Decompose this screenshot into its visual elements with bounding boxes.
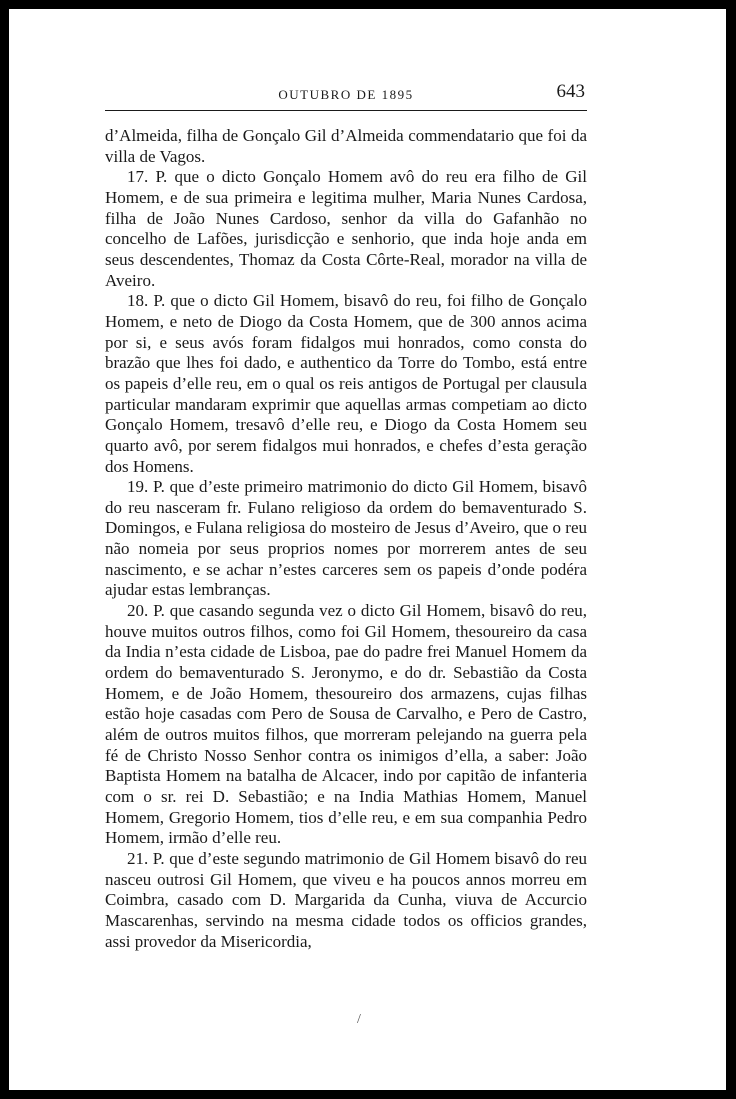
paragraph-20: 20. P. que casando segunda vez o dicto Gil Homem, bisavô do reu, houve muitos outros filhos, como foi Gil Homem, thesoureiro da casa da India n’esta cidade de Lisboa, pae do padre frei Manuel Homem da ordem do bemaventurado S. Jeronymo, e do dr. Sebastião da Costa Homem, e de João Homem, thesoureiro dos armazens, cujas filhas estão hoje casadas com Pero de Sousa de Carvalho, e Pero de Castro, além de outros muitos filhos, que morreram pelejando na guerra pela fé de Christo Nosso Senhor contra os inimigos d’ella, a saber: João Baptista Homem na batalha de Alcacer, indo por capitão de infanteria com o sr. rei D. Sebastião; e na India Mathias Homem, Manuel Homem, Gregorio Homem, tios d’elle reu, e em sua companhia Pedro Homem, irmão d’elle reu.: [105, 601, 587, 848]
running-head: [105, 81, 587, 109]
running-title: OUTUBRO DE 1895: [278, 87, 414, 102]
page-number: 643: [556, 81, 585, 102]
paragraph-21: 21. P. que d’este segundo matrimonio de Gil Homem bisavô do reu nasceu outrosi Gil Homem, que viveu e ha poucos annos morreu em Coimbra, casado com D. Margarida da Cunha, viuva de Accurcio Mascarenhas, servindo na mesma cidade todos os officios grandes, assi provedor da Misericordia,: [105, 848, 587, 951]
paragraph-17: 17. P. que o dicto Gonçalo Homem avô do reu era filho de Gil Homem, e de sua primeira e legitima mulher, Maria Nunes Cardosa, filha de João Nunes Cardoso, senhor da villa do Gafanhão no concelho de Lafões, jurisdicção e senhorio, que inda hoje anda em seus descendentes, Thomaz da Costa Côrte-Real, morador na villa de Aveiro.: [105, 167, 587, 290]
paragraph-18: 18. P. que o dicto Gil Homem, bisavô do reu, foi filho de Gonçalo Homem, e neto de Diogo da Costa Homem, que de 300 annos acima por si, e seus avós foram fidalgos mui honrados, como consta do brazão que lhes foi dado, e authentico da Torre do Tombo, está entre os papeis d’elle reu, em o qual os reis antigos de Portugal per clausula particular mandaram exprimir que aquellas armas competiam ao dicto Gonçalo Homem, tresavô d’elle reu, e Diogo da Costa Homem seu quarto avô, por serem fidalgos mui honrados, e chefes d’esta geração dos Homens.: [105, 291, 587, 476]
continuation-paragraph: d’Almeida, filha de Gonçalo Gil d’Almeida commendatario que foi da villa de Vagos.: [105, 126, 587, 166]
body-text: [105, 126, 587, 952]
header-rule: [105, 110, 587, 111]
stray-mark: /: [357, 1012, 361, 1027]
paragraph-19: 19. P. que d’este primeiro matrimonio do dicto Gil Homem, bisavô do reu nasceram fr. Fulano religioso da ordem do bemaventurado S. Domingos, e Fulana religiosa do mosteiro de Jesus d’Aveiro, que o reu não nomeia por seus proprios nomes por morrerem antes de seu nascimento, e se achar n’estes carceres sem os papeis d’onde podéra ajudar estas lembranças.: [105, 477, 587, 600]
book-page: [9, 9, 726, 1090]
